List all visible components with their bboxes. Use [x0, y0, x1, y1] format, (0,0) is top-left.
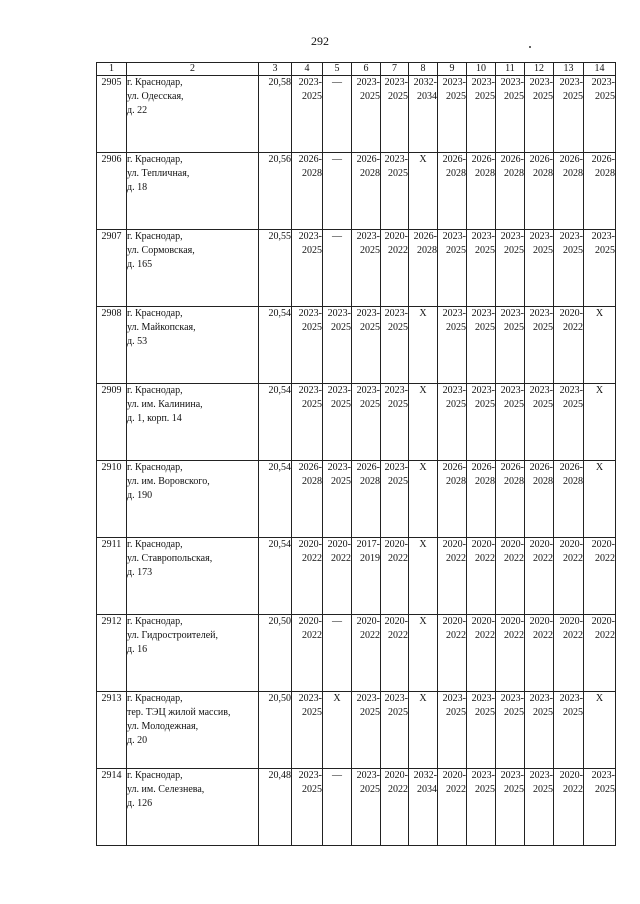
period-cell: 2023- 2025	[381, 384, 409, 461]
address-line: ул. Одесская,	[127, 91, 184, 102]
period-cell: 2020- 2022	[323, 538, 352, 615]
period-cell: 2023- 2025	[438, 76, 467, 153]
period-cell: 2023- 2025	[525, 307, 554, 384]
period-cell: 2020- 2022	[381, 230, 409, 307]
address-line: ул. им. Селезнева,	[127, 784, 205, 795]
row-number: 2911	[97, 538, 127, 615]
table-row	[97, 384, 616, 461]
period-cell: X	[584, 692, 616, 769]
period-cell: 2023- 2025	[438, 692, 467, 769]
address-line: д. 173	[127, 567, 153, 578]
period-cell: 2023- 2025	[467, 692, 496, 769]
row-number: 2909	[97, 384, 127, 461]
period-cell: 2023- 2025	[323, 461, 352, 538]
period-cell: 2023- 2025	[554, 692, 584, 769]
address-line: д. 22	[127, 105, 148, 116]
period-cell: 2020- 2022	[496, 615, 525, 692]
address-line: г. Краснодар,	[127, 539, 183, 550]
period-cell: 2023- 2025	[352, 307, 381, 384]
period-cell: 2023- 2025	[438, 230, 467, 307]
row-number: 2905	[97, 76, 127, 153]
address-line: ул. Сормовская,	[127, 245, 195, 256]
period-cell: 2020- 2022	[554, 769, 584, 846]
period-cell: 2023- 2025	[525, 384, 554, 461]
row-number: 2908	[97, 307, 127, 384]
period-cell: 2023- 2025	[323, 384, 352, 461]
period-cell: 2020- 2022	[496, 538, 525, 615]
period-cell: 2023- 2025	[352, 692, 381, 769]
column-header: 13	[554, 63, 584, 76]
address-line: д. 20	[127, 735, 148, 746]
address-line: д. 190	[127, 490, 153, 501]
period-cell: 2023- 2025	[352, 384, 381, 461]
period-cell: 2020- 2022	[467, 538, 496, 615]
period-cell: 2020- 2022	[554, 538, 584, 615]
row-number: 2907	[97, 230, 127, 307]
period-cell: 2023- 2025	[323, 307, 352, 384]
address-line: ул. им. Калинина,	[127, 399, 203, 410]
period-cell: 2023- 2025	[496, 76, 525, 153]
period-cell: 2026- 2028	[584, 153, 616, 230]
period-cell: X	[584, 461, 616, 538]
address-line: д. 1, корп. 14	[127, 413, 182, 424]
area-cell: 20,54	[259, 461, 292, 538]
period-cell: 2023- 2025	[438, 384, 467, 461]
address-cell	[127, 76, 259, 153]
address-line: ул. Гидростроителей,	[127, 630, 219, 641]
table-header	[97, 63, 616, 76]
period-cell: 2023- 2025	[381, 153, 409, 230]
address-line: г. Краснодар,	[127, 385, 183, 396]
table-row	[97, 76, 616, 153]
table-body	[97, 76, 616, 846]
period-cell: 2023- 2025	[496, 307, 525, 384]
address-line: д. 53	[127, 336, 148, 347]
address-line: г. Краснодар,	[127, 308, 183, 319]
period-cell: 2023- 2025	[381, 461, 409, 538]
area-cell: 20,50	[259, 615, 292, 692]
address-line: г. Краснодар,	[127, 462, 183, 473]
period-cell: 2023- 2025	[584, 230, 616, 307]
period-cell: 2023- 2025	[525, 692, 554, 769]
period-cell: 2023- 2025	[381, 76, 409, 153]
period-cell: 2020- 2022	[584, 538, 616, 615]
row-number: 2910	[97, 461, 127, 538]
column-header: 10	[467, 63, 496, 76]
table-row	[97, 230, 616, 307]
address-line: г. Краснодар,	[127, 77, 183, 88]
column-header: 5	[323, 63, 352, 76]
address-line: ул. Молодежная,	[127, 721, 199, 732]
period-cell: 2026- 2028	[554, 153, 584, 230]
period-cell: 2032- 2034	[409, 76, 438, 153]
address-line: ул. Тепличная,	[127, 168, 190, 179]
address-line: г. Краснодар,	[127, 770, 183, 781]
table-row	[97, 692, 616, 769]
period-cell: 2020- 2022	[467, 615, 496, 692]
period-cell: 2026- 2028	[467, 461, 496, 538]
address-line: ул. им. Воровского,	[127, 476, 210, 487]
period-cell: 2023- 2025	[292, 692, 323, 769]
address-cell	[127, 692, 259, 769]
area-cell: 20,56	[259, 153, 292, 230]
address-line: г. Краснодар,	[127, 231, 183, 242]
row-number: 2913	[97, 692, 127, 769]
address-line: ул. Ставропольская,	[127, 553, 213, 564]
period-cell: X	[409, 461, 438, 538]
period-cell: 2023- 2025	[467, 307, 496, 384]
period-cell: 2026- 2028	[352, 461, 381, 538]
period-cell: X	[409, 307, 438, 384]
period-cell: 2020- 2022	[554, 307, 584, 384]
period-cell: X	[409, 384, 438, 461]
period-cell: 2023- 2025	[554, 230, 584, 307]
period-cell: X	[323, 692, 352, 769]
period-cell: X	[409, 153, 438, 230]
address-line: тер. ТЭЦ жилой массив,	[127, 707, 231, 718]
period-cell: 2023- 2025	[352, 769, 381, 846]
period-cell: 2023- 2025	[292, 307, 323, 384]
period-cell: 2020- 2022	[292, 615, 323, 692]
address-cell	[127, 153, 259, 230]
period-cell: —	[323, 230, 352, 307]
period-cell: 2023- 2025	[292, 76, 323, 153]
period-cell: 2020- 2022	[352, 615, 381, 692]
column-header: 4	[292, 63, 323, 76]
table-row	[97, 307, 616, 384]
period-cell: 2023- 2025	[525, 76, 554, 153]
address-line: д. 18	[127, 182, 148, 193]
row-number: 2906	[97, 153, 127, 230]
period-cell: 2020- 2022	[525, 538, 554, 615]
address-line: г. Краснодар,	[127, 616, 183, 627]
period-cell: 2026- 2028	[292, 461, 323, 538]
period-cell: 2026- 2028	[525, 461, 554, 538]
period-cell: 2023- 2025	[554, 384, 584, 461]
period-cell: —	[323, 769, 352, 846]
area-cell: 20,54	[259, 307, 292, 384]
area-cell: 20,48	[259, 769, 292, 846]
address-line: г. Краснодар,	[127, 154, 183, 165]
column-header: 11	[496, 63, 525, 76]
address-line: д. 16	[127, 644, 148, 655]
period-cell: 2023- 2025	[584, 769, 616, 846]
column-header: 14	[584, 63, 616, 76]
table-row	[97, 615, 616, 692]
period-cell: 2026- 2028	[292, 153, 323, 230]
period-cell: X	[409, 692, 438, 769]
period-cell: 2026- 2028	[496, 153, 525, 230]
area-cell: 20,50	[259, 692, 292, 769]
table-row	[97, 461, 616, 538]
address-cell	[127, 307, 259, 384]
period-cell: 2020- 2022	[584, 615, 616, 692]
column-header: 3	[259, 63, 292, 76]
address-cell	[127, 230, 259, 307]
period-cell: 2026- 2028	[409, 230, 438, 307]
period-cell: 2026- 2028	[525, 153, 554, 230]
period-cell: 2023- 2025	[467, 384, 496, 461]
period-cell: X	[409, 615, 438, 692]
period-cell: 2026- 2028	[496, 461, 525, 538]
period-cell: 2023- 2025	[525, 230, 554, 307]
address-line: д. 165	[127, 259, 153, 270]
period-cell: 2023- 2025	[496, 230, 525, 307]
period-cell: 2026- 2028	[438, 461, 467, 538]
address-cell	[127, 615, 259, 692]
area-cell: 20,58	[259, 76, 292, 153]
period-cell: 2023- 2025	[496, 769, 525, 846]
column-header: 1	[97, 63, 127, 76]
row-number: 2914	[97, 769, 127, 846]
address-line: ул. Майкопская,	[127, 322, 196, 333]
area-cell: 20,55	[259, 230, 292, 307]
period-cell: 2020- 2022	[381, 769, 409, 846]
period-cell: —	[323, 615, 352, 692]
address-cell	[127, 538, 259, 615]
period-cell: 2032- 2034	[409, 769, 438, 846]
period-cell: —	[323, 153, 352, 230]
period-cell: 2023- 2025	[381, 307, 409, 384]
area-cell: 20,54	[259, 538, 292, 615]
period-cell: 2020- 2022	[438, 615, 467, 692]
period-cell: 2023- 2025	[467, 230, 496, 307]
period-cell: 2020- 2022	[438, 769, 467, 846]
table-row	[97, 153, 616, 230]
period-cell: 2020- 2022	[525, 615, 554, 692]
period-cell: 2026- 2028	[554, 461, 584, 538]
period-cell: 2026- 2028	[352, 153, 381, 230]
period-cell: 2023- 2025	[554, 76, 584, 153]
period-cell: 2020- 2022	[292, 538, 323, 615]
period-cell: 2023- 2025	[525, 769, 554, 846]
period-cell: 2023- 2025	[381, 692, 409, 769]
address-cell	[127, 384, 259, 461]
period-cell: 2023- 2025	[292, 769, 323, 846]
period-cell: 2023- 2025	[292, 384, 323, 461]
period-cell: 2023- 2025	[352, 230, 381, 307]
column-header: 6	[352, 63, 381, 76]
address-line: д. 126	[127, 798, 153, 809]
period-cell: X	[584, 307, 616, 384]
header-row	[97, 63, 616, 76]
period-cell: X	[409, 538, 438, 615]
column-header: 9	[438, 63, 467, 76]
period-cell: 2023- 2025	[584, 76, 616, 153]
scan-dot	[529, 46, 531, 48]
address-cell	[127, 769, 259, 846]
period-cell: 2023- 2025	[292, 230, 323, 307]
period-cell: 2020- 2022	[381, 538, 409, 615]
period-cell: 2020- 2022	[438, 538, 467, 615]
period-cell: 2023- 2025	[496, 692, 525, 769]
period-cell: 2023- 2025	[467, 76, 496, 153]
period-cell: 2026- 2028	[467, 153, 496, 230]
page-number: 292	[311, 34, 329, 48]
area-cell: 20,54	[259, 384, 292, 461]
address-cell	[127, 461, 259, 538]
table-row	[97, 769, 616, 846]
period-cell: 2023- 2025	[352, 76, 381, 153]
register-table	[96, 62, 616, 846]
table-row	[97, 538, 616, 615]
column-header: 12	[525, 63, 554, 76]
period-cell: 2023- 2025	[438, 307, 467, 384]
period-cell: 2023- 2025	[496, 384, 525, 461]
period-cell: 2020- 2022	[554, 615, 584, 692]
row-number: 2912	[97, 615, 127, 692]
period-cell: 2020- 2022	[381, 615, 409, 692]
period-cell: 2026- 2028	[438, 153, 467, 230]
period-cell: —	[323, 76, 352, 153]
column-header: 2	[127, 63, 259, 76]
column-header: 7	[381, 63, 409, 76]
period-cell: 2017- 2019	[352, 538, 381, 615]
column-header: 8	[409, 63, 438, 76]
address-line: г. Краснодар,	[127, 693, 183, 704]
period-cell: X	[584, 384, 616, 461]
period-cell: 2023- 2025	[467, 769, 496, 846]
